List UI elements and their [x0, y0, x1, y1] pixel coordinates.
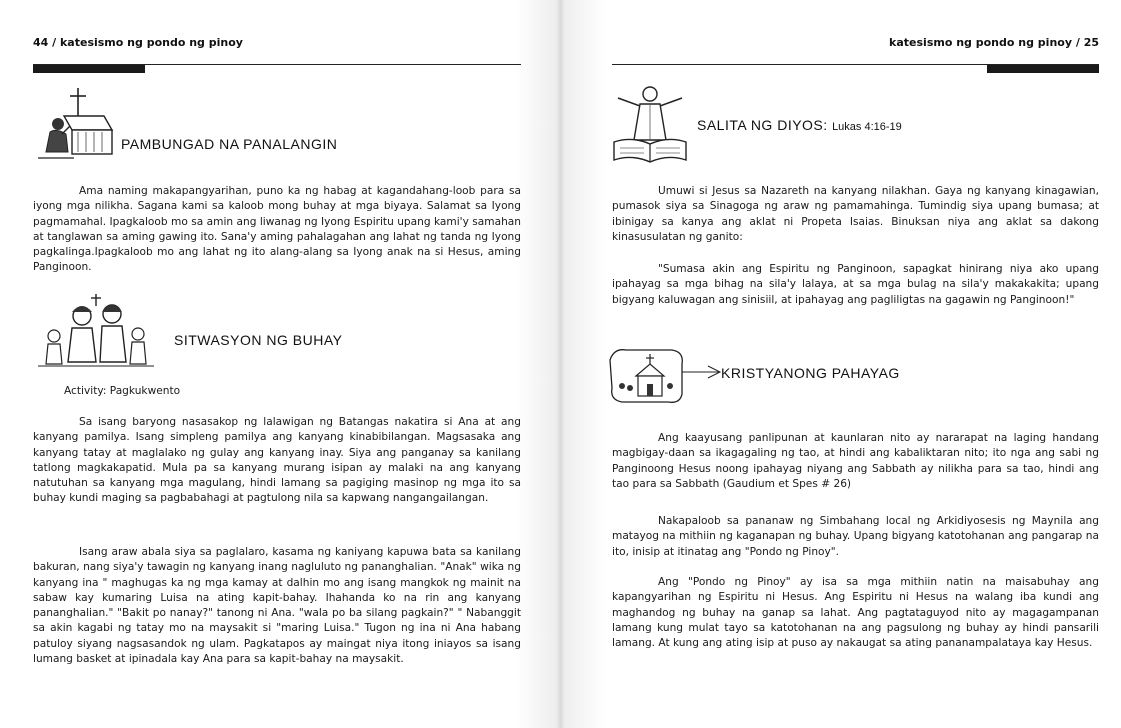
left-header-rule-block — [33, 65, 145, 73]
salita-paragraph-1: Umuwi si Jesus sa Nazareth na kanyang nilakhan. Gaya ng kanyang kinagawian, pumasok siya sa Sinagoga ng araw ng pamamahinga. Tumindig siya upang bumasa; at ibinigay sa kanya ang aklat ni Propeta Isaias. Binuksan niya ang aklat sa dakong kinasusulatan ng ganito: — [612, 185, 1099, 243]
jesus-bible-icon — [610, 84, 690, 166]
kristyanong-paragraph-1: Ang kaayusang panlipunan at kaunlaran nito ay nararapat na laging handang magbigay-daan sa ikagagaling ng tao, at hindi ang kabaliktaran nito; ito nga ang sabi ng Panginoong Hesus noong ipahayag niyang ang Sabbath ay nilikha para sa tao, hindi ang tao para sa Sabbath (Gaudium et Spes # 26) — [612, 432, 1099, 490]
family-icon — [34, 292, 158, 368]
left-running-head: 44 / katesismo ng pondo ng pinoy — [33, 36, 243, 49]
sitwasyon-paragraph-1: Sa isang baryong nasasakop ng lalawigan ng Batangas nakatira si Ana at ang kanyang pamilya. Isang simpleng pamilya ang kanyang kinabibilangan. Magsasaka ang kanyang tatay at maglalako ng gulay ang kanyang inay. Siya ang panganay sa kanilang tatlong magkakapatid. Mula pa sa kanyang murang isipan ay malaki na ang kanyang natutuhan sa kanyang mga magulang, hindi lamang sa pagiging masinop ng mga ito sa buhay kundi maging sa pagbabahagi at pagtulong nila sa kapwang nangangailangan. — [33, 416, 521, 505]
right-running-head: katesismo ng pondo ng pinoy / 25 — [889, 36, 1099, 49]
activity-label: Activity: Pagkukwento — [64, 385, 181, 397]
church-scroll-icon — [606, 342, 722, 406]
section-title-salita — [697, 117, 902, 133]
kristyanong-paragraph-2: Nakapaloob sa pananaw ng Simbahang local ng Arkidiyosesis ng Maynila ang matayog na mithiin ng kaganapan ng buhay. Upang bigyang katotohanan ang pangarap na ito, inisip at itinatag ang "Pondo ng Pinoy". — [612, 515, 1099, 558]
pambungad-paragraph: Ama naming makapangyarihan, puno ka ng habag at kagandahang-loob para sa iyong mga nilikha. Sagana kami sa kaloob mong buhay at mga biyaya. Salamat sa Iyong pagmamahal. Ipagkaloob mo sa amin ang liwanag ng Iyong Espiritu upang kami'y samahan at tanglawan sa aming gawing ito. Sana'y aming pahalagahan ang lahat ng tanda ng Iyong pagkalinga.Ipagkaloob mo ang lahat ng ito alang-alang sa Iyong anak na si Hesus, aming Panginoon. — [33, 185, 521, 274]
section-title-pambungad: PAMBUNGAD NA PANALANGIN — [121, 136, 338, 152]
section-title-sitwasyon: SITWASYON NG BUHAY — [174, 332, 343, 348]
left-page — [0, 0, 556, 728]
salita-paragraph-2: "Sumasa akin ang Espiritu ng Panginoon, sapagkat hinirang niya ako upang ipahayag sa mga bihag na sila'y lalaya, at sa mga bulag na sila'y makakakita; upang bigyang kaluwagan ang sinisiil, at ipahayag ang pagliligtas na gagawin ng Panginoon!" — [612, 263, 1099, 306]
sitwasyon-paragraph-2: Isang araw abala siya sa paglalaro, kasama ng kaniyang kapuwa bata sa kanilang bakuran, nang siya'y tawagin ng kanyang inang nagluluto ng pananghalian. "Anak" wika ng kanyang ina " maghugas ka ng mga kamay at dalhin mo ang isang mangkok ng mainit na sabaw kay kumaring Luisa na ating kapit-bahay. Ihahanda ko na rin ang kanyang pananghalian." "Bakit po nanay?" tanong ni Ana. "wala po ba silang pagkain?" " Nabanggit sa akin kagabi ng tatay mo na maysakit si "maring Luisa." Tugon ng ina ni Ana habang patuloy siyang nagsasandok ng ulam. Pagkatapos ay maingat niya itong iniayos sa isang lumang basket at ipinadala kay Ana para sa kapit-bahay na maysakit. — [33, 546, 521, 666]
praying-figure-icon — [34, 86, 118, 166]
section-title-kristyanong: KRISTYANONG PAHAYAG — [721, 365, 900, 381]
right-page — [566, 0, 1121, 728]
salita-title-text: SALITA NG DIYOS: — [697, 117, 828, 133]
kristyanong-paragraph-3: Ang "Pondo ng Pinoy" ay isa sa mga mithiin natin na maisabuhay ang kapangyarihan ng Espiritu ni Hesus. Ang Espiritu ni Hesus na walang iba kundi ang maghandog ng buhay na ganap sa lahat. Ang pagtataguyod nito ay magagampanan lamang kung mulat tayo sa katotohanan na ang pagsulong ng buhay ay hindi pansarili lamang. At kung ang ating isip at puso ay nakaugat sa ating pananampalataya kay Hesus. — [612, 576, 1099, 650]
right-header-rule-block — [987, 65, 1099, 73]
scripture-reference: Lukas 4:16-19 — [832, 121, 902, 133]
